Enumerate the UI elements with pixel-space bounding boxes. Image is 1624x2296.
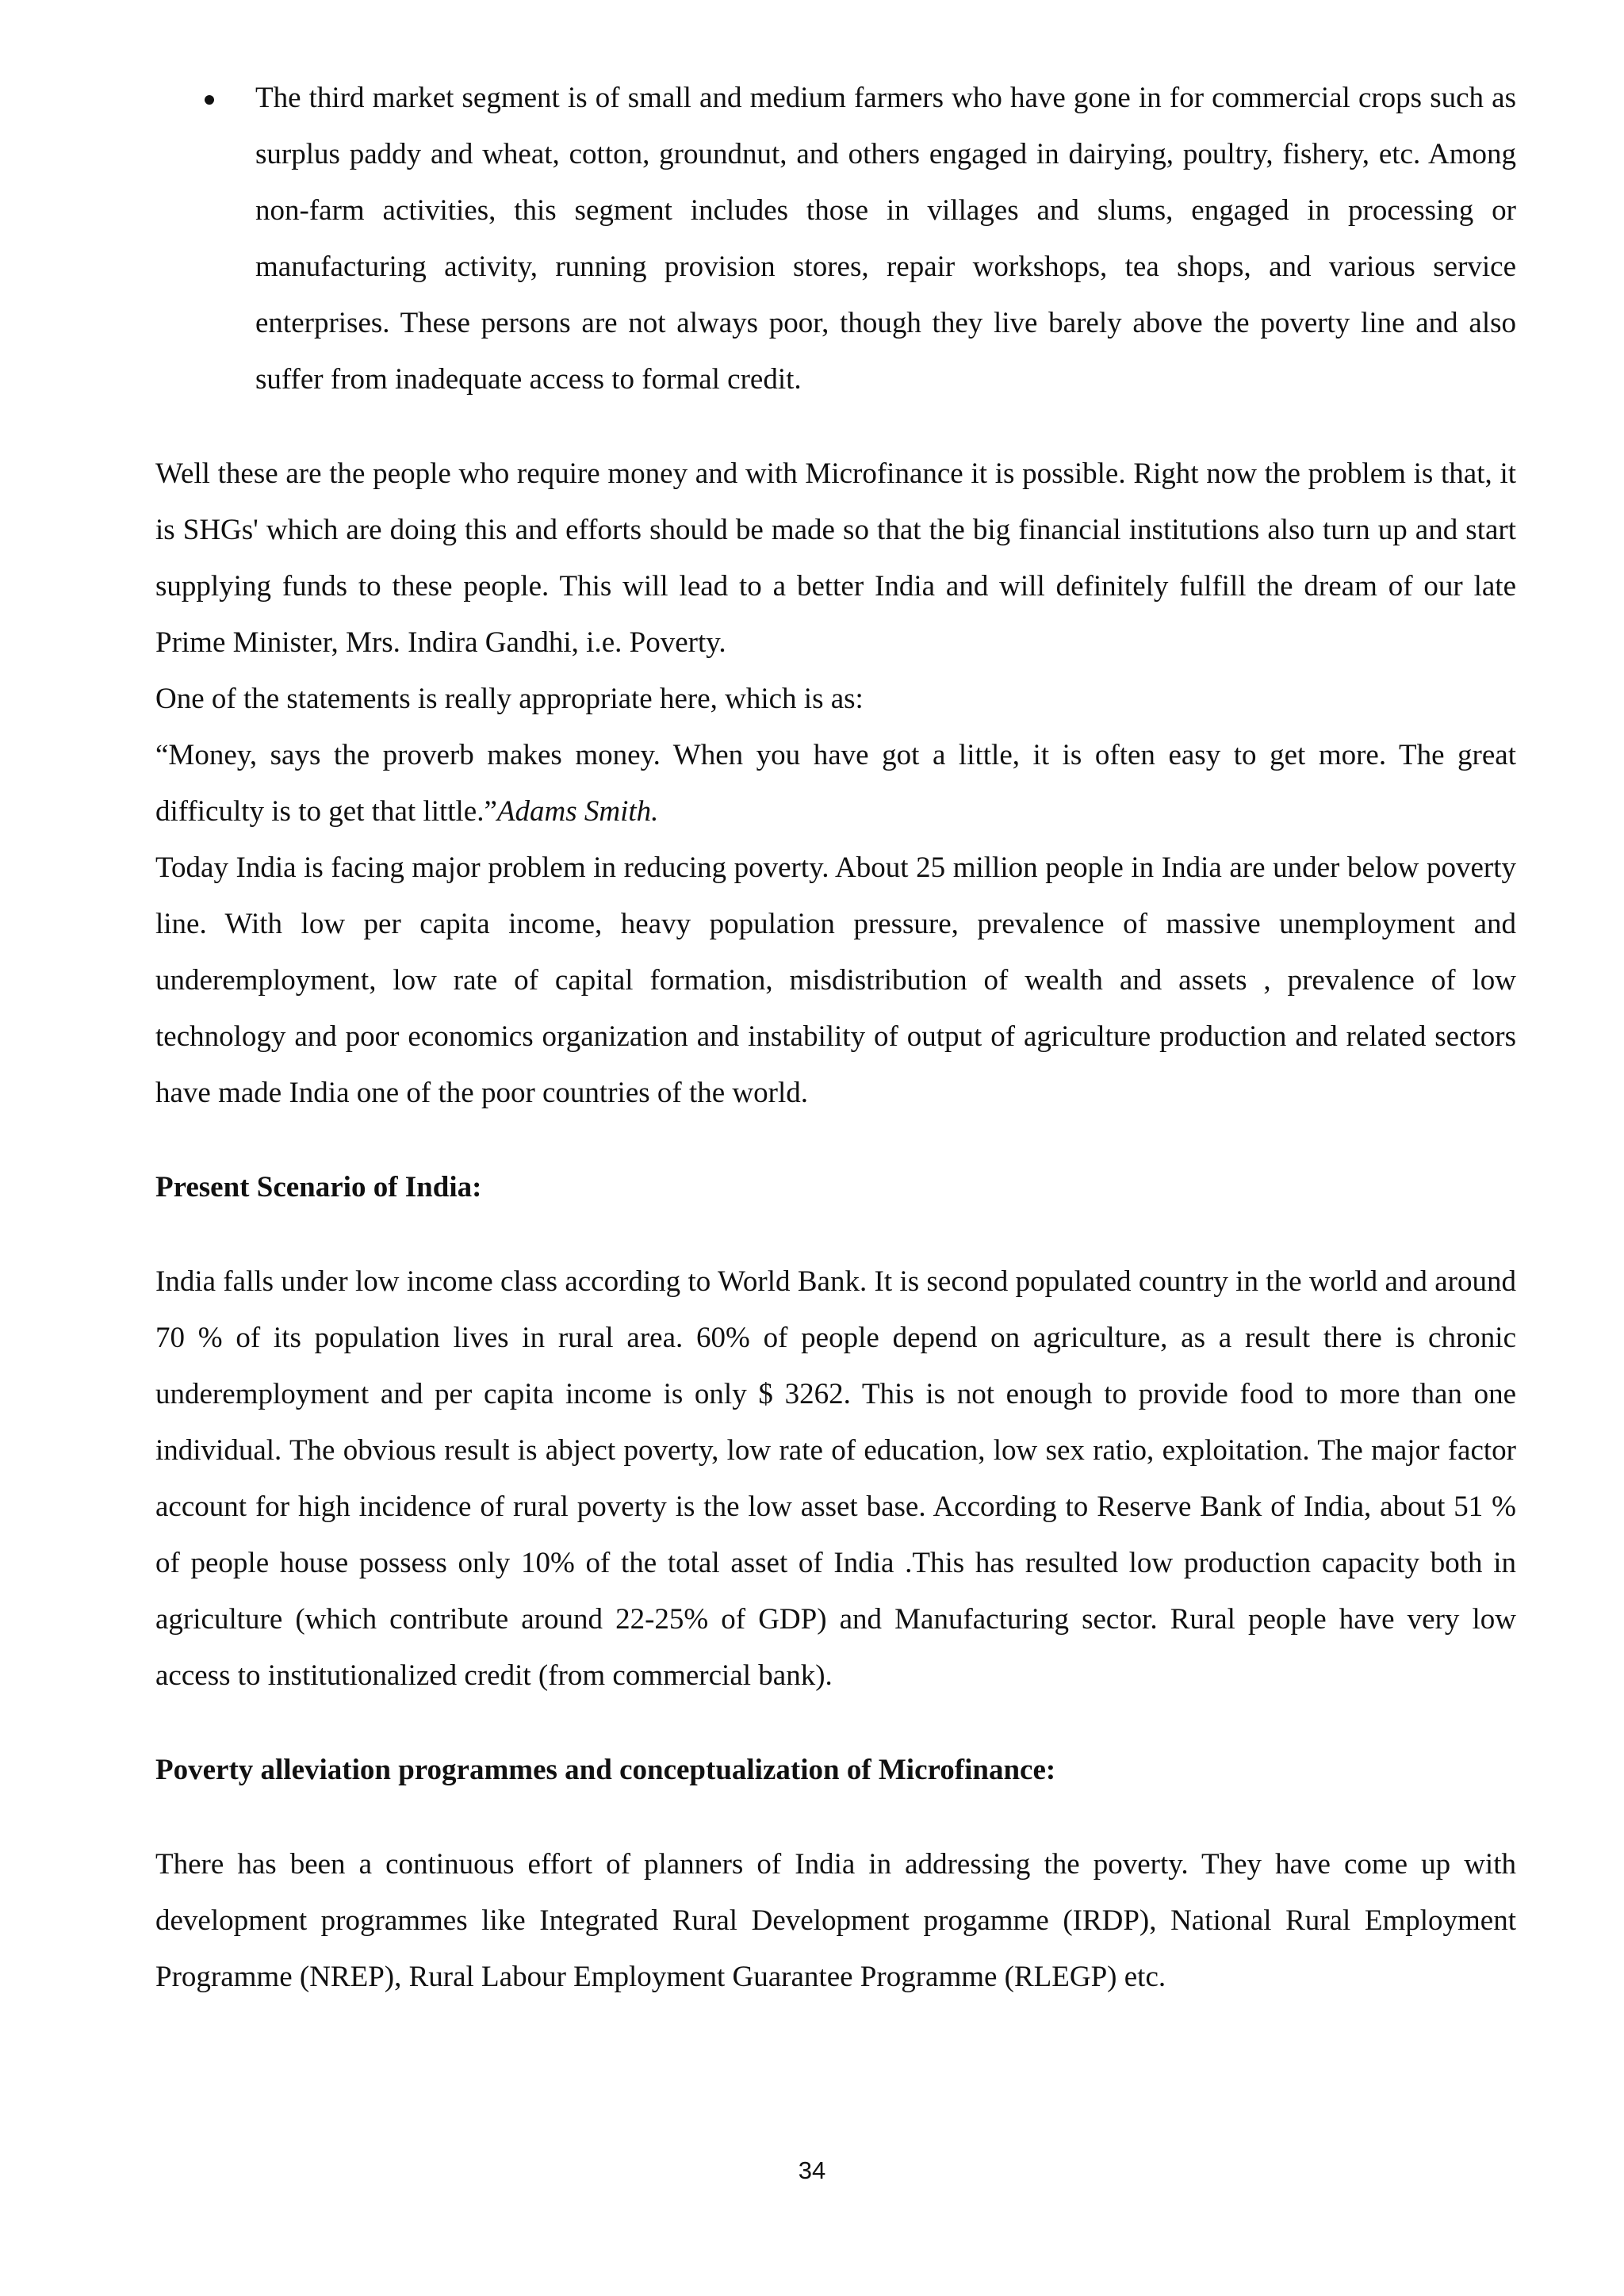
bullet-text: The third market segment is of small and medium farmers who have gone in for commercial crops such as surplus paddy and wheat, cotton, groundnut, and others engaged in dairying, poultry, fishery, etc. Among non-farm activities, this segment includes those in villages and slums, engaged in processing or manufacturing activity, running provision stores, repair workshops, tea shops, and various service enterprises. These persons are not always poor, though they live barely above the poverty line and also suffer from inadequate access to formal credit.: [255, 82, 1516, 396]
section-heading-present-scenario: Present Scenario of India:: [155, 1171, 482, 1203]
spacer: [155, 1121, 1516, 1159]
spacer: [155, 1215, 1516, 1253]
paragraph-poverty-problem: Today India is facing major problem in reducing poverty. About 25 million people in India are under below poverty line. With low per capita income, heavy population pressure, prevalence of massive unemployment and underemployment, low rate of capital formation, misdistribution of wealth and assets , prevalence of low technology and poor economics organization and instability of output of agriculture production and related sectors have made India one of the poor countries of the world.: [155, 851, 1516, 1109]
page-number: 34: [798, 2156, 826, 2184]
bullet-list-item: [155, 70, 1516, 408]
paragraph-present-scenario: India falls under low income class according to World Bank. It is second populated country in the world and around 70 % of its population lives in rural area. 60% of people depend on agriculture, as a result there is chronic underemployment and per capita income is only $ 3262. This is not enough to provide food to more than one individual. The obvious result is abject poverty, low rate of education, low sex ratio, exploitation. The major factor account for high incidence of rural poverty is the low asset base. According to Reserve Bank of India, about 51 % of people house possess only 10% of the total asset of India .This has resulted low production capacity both in agriculture (which contribute around 22-25% of GDP) and Manufacturing sector. Rural people have very low access to institutionalized credit (from commercial bank).: [155, 1265, 1516, 1692]
paragraph-poverty-alleviation: There has been a continuous effort of planners of India in addressing the poverty. They have come up with development programmes like Integrated Rural Development progamme (IRDP), National Rural Employment Programme (NREP), Rural Labour Employment Guarantee Programme (RLEGP) etc.: [155, 1848, 1516, 1993]
page-content: [155, 70, 1516, 2005]
paragraph-statement-intro: One of the statements is really appropriate here, which is as:: [155, 683, 864, 715]
paragraph-microfinance-need: Well these are the people who require money and with Microfinance it is possible. Right now the problem is that, it is SHGs' which are doing this and efforts should be made so that the big financial institutions also turn up and start supplying funds to these people. This will lead to a better India and will definitely fulfill the dream of our late Prime Minister, Mrs. Indira Gandhi, i.e. Poverty.: [155, 457, 1516, 659]
spacer: [155, 1704, 1516, 1742]
quote-author: Adams Smith.: [496, 795, 659, 828]
quote-text: “Money, says the proverb makes money. When you have got a little, it is often easy to get more. The great difficulty is to get that little.”: [155, 739, 1516, 828]
bullet-icon: [205, 95, 214, 105]
spacer: [155, 1798, 1516, 1836]
spacer: [155, 408, 1516, 446]
section-heading-poverty-alleviation: Poverty alleviation programmes and conceptualization of Microfinance:: [155, 1754, 1056, 1786]
quote-paragraph: [155, 727, 1516, 840]
